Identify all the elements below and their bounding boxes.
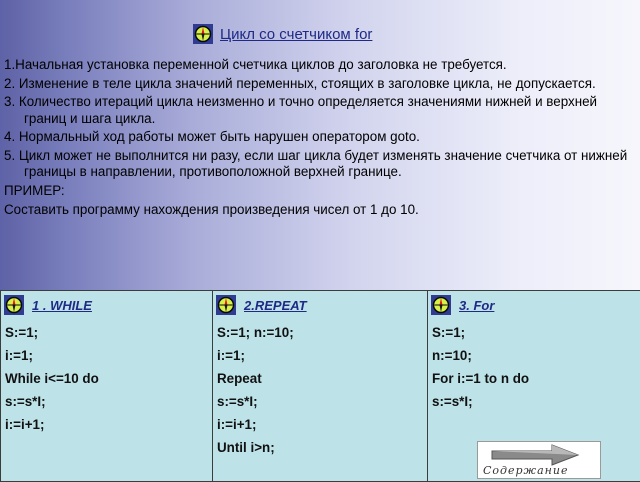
task-text: Составить программу нахождения произведения чисел от 1 до 10. <box>4 202 419 217</box>
while-header[interactable] <box>4 293 212 317</box>
repeat-column <box>212 290 428 482</box>
while-title[interactable]: 1 . WHILE <box>32 297 92 313</box>
code-line: i:=1; <box>5 348 33 363</box>
right-arrow-icon <box>490 444 590 466</box>
code-line: i:=i+1; <box>5 417 45 432</box>
point-5: 5. Цикл может не выполнится ни разу, если шаг цикла будет изменять значение счетчика от нижней границы в направлении, противоположной верхней границе. <box>4 147 628 179</box>
point-4: 4. Нормальный ход работы может быть нарушен оператором goto. <box>4 129 420 144</box>
point-2: 2. Изменение в теле цикла значений переменных, стоящих в заголовке цикла, не допускается. <box>4 75 596 91</box>
code-line: s:=s*I; <box>432 394 473 409</box>
compass-icon[interactable] <box>193 24 213 44</box>
for-header[interactable] <box>431 293 640 317</box>
while-column <box>0 290 213 482</box>
code-line: n:=10; <box>432 348 472 363</box>
compass-icon[interactable] <box>4 295 24 315</box>
for-title[interactable]: 3. For <box>459 297 495 313</box>
code-line: S:=1; n:=10; <box>217 325 294 340</box>
code-line: Until i>n; <box>217 440 275 455</box>
repeat-title[interactable]: 2.REPEAT <box>244 297 307 313</box>
code-line: S:=1; <box>5 325 39 340</box>
contents-button[interactable] <box>477 441 601 479</box>
repeat-code <box>217 321 427 459</box>
code-line: s:=s*I; <box>217 394 258 409</box>
point-3: 3. Количество итераций цикла неизменно и точно определяется значениями нижней и верхней границ и шага цикла. <box>4 94 598 126</box>
code-line: S:=1; <box>432 325 466 340</box>
title-link[interactable]: Цикл со счетчиком for <box>220 25 373 43</box>
code-line: While i<=10 do <box>5 371 99 386</box>
code-line: s:=s*I; <box>5 394 46 409</box>
repeat-header[interactable] <box>216 293 427 317</box>
compass-icon[interactable] <box>431 295 451 315</box>
title-row[interactable] <box>193 22 372 46</box>
while-code <box>5 321 212 436</box>
code-line: i:=1; <box>217 348 245 363</box>
code-line: Repeat <box>217 371 262 386</box>
properties-list <box>4 57 630 221</box>
example-label: ПРИМЕР: <box>4 182 65 198</box>
for-code <box>432 321 640 413</box>
compass-icon[interactable] <box>216 295 236 315</box>
code-line: i:=i+1; <box>217 417 257 432</box>
code-line: For i:=1 to n do <box>432 371 530 386</box>
contents-label: Содержание <box>483 464 569 477</box>
point-1: 1.Начальная установка переменной счетчика циклов до заголовка не требуется. <box>4 57 507 72</box>
